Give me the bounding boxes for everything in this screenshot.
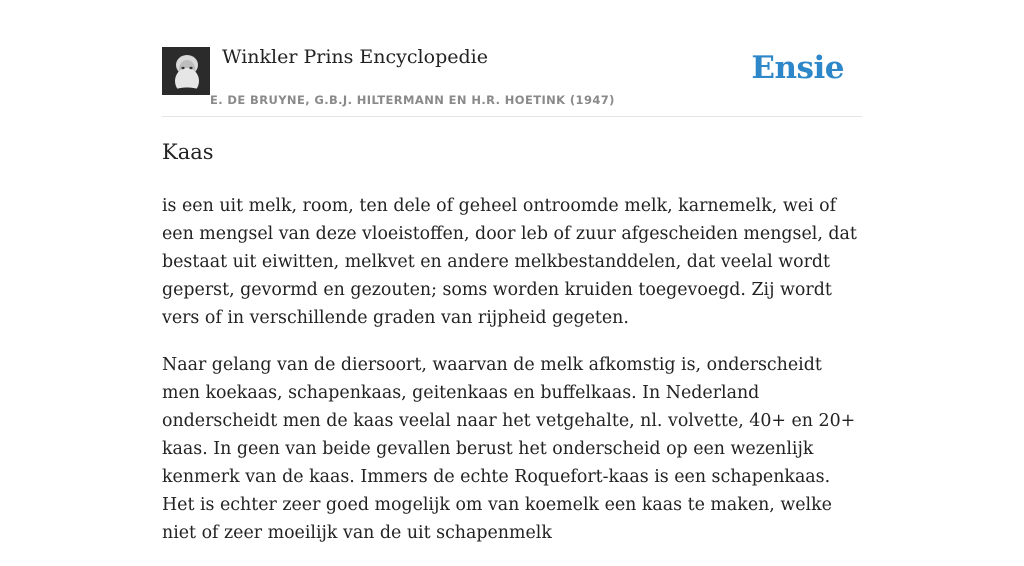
entry-body (162, 192, 862, 566)
entry-paragraph: Naar gelang van de diersoort, waarvan de melk afkomstig is, onderscheidt men koekaas, schapenkaas, geitenkaas en buffelkaas. In Nederland onderscheidt men de kaas veelal naar het vetgehalte, nl. volvette, 40+ en 20+ kaas. In geen van beide gevallen berust het onderscheid op een wezenlijk kenmerk van de kaas. Immers de echte Roquefort-kaas is een schapenkaas. Het is echter zeer goed mogelijk om van koemelk een kaas te maken, welke niet of zeer moeilijk van de uit schapenmelk (162, 355, 856, 543)
portrait-icon (162, 47, 210, 95)
source-authors: E. DE BRUYNE, G.B.J. HILTERMANN EN H.R. HOETINK (1947) (210, 93, 615, 107)
author-avatar[interactable] (162, 47, 210, 95)
ensie-logo[interactable]: Ensie (751, 50, 844, 86)
entry-headword: Kaas (162, 140, 214, 164)
source-header (162, 40, 862, 117)
source-title[interactable]: Winkler Prins Encyclopedie (222, 46, 488, 68)
entry-paragraph: is een uit melk, room, ten dele of geheel ontroomde melk, karnemelk, wei of een mengsel van deze vloeistoffen, door leb of zuur afgescheiden mengsel, dat bestaat uit eiwitten, melkvet en andere melkbestanddelen, dat veelal wordt geperst, gevormd en gezouten; soms worden kruiden toegevoegd. Zij wordt vers of in verschillende graden van rijpheid gegeten. (162, 196, 857, 328)
